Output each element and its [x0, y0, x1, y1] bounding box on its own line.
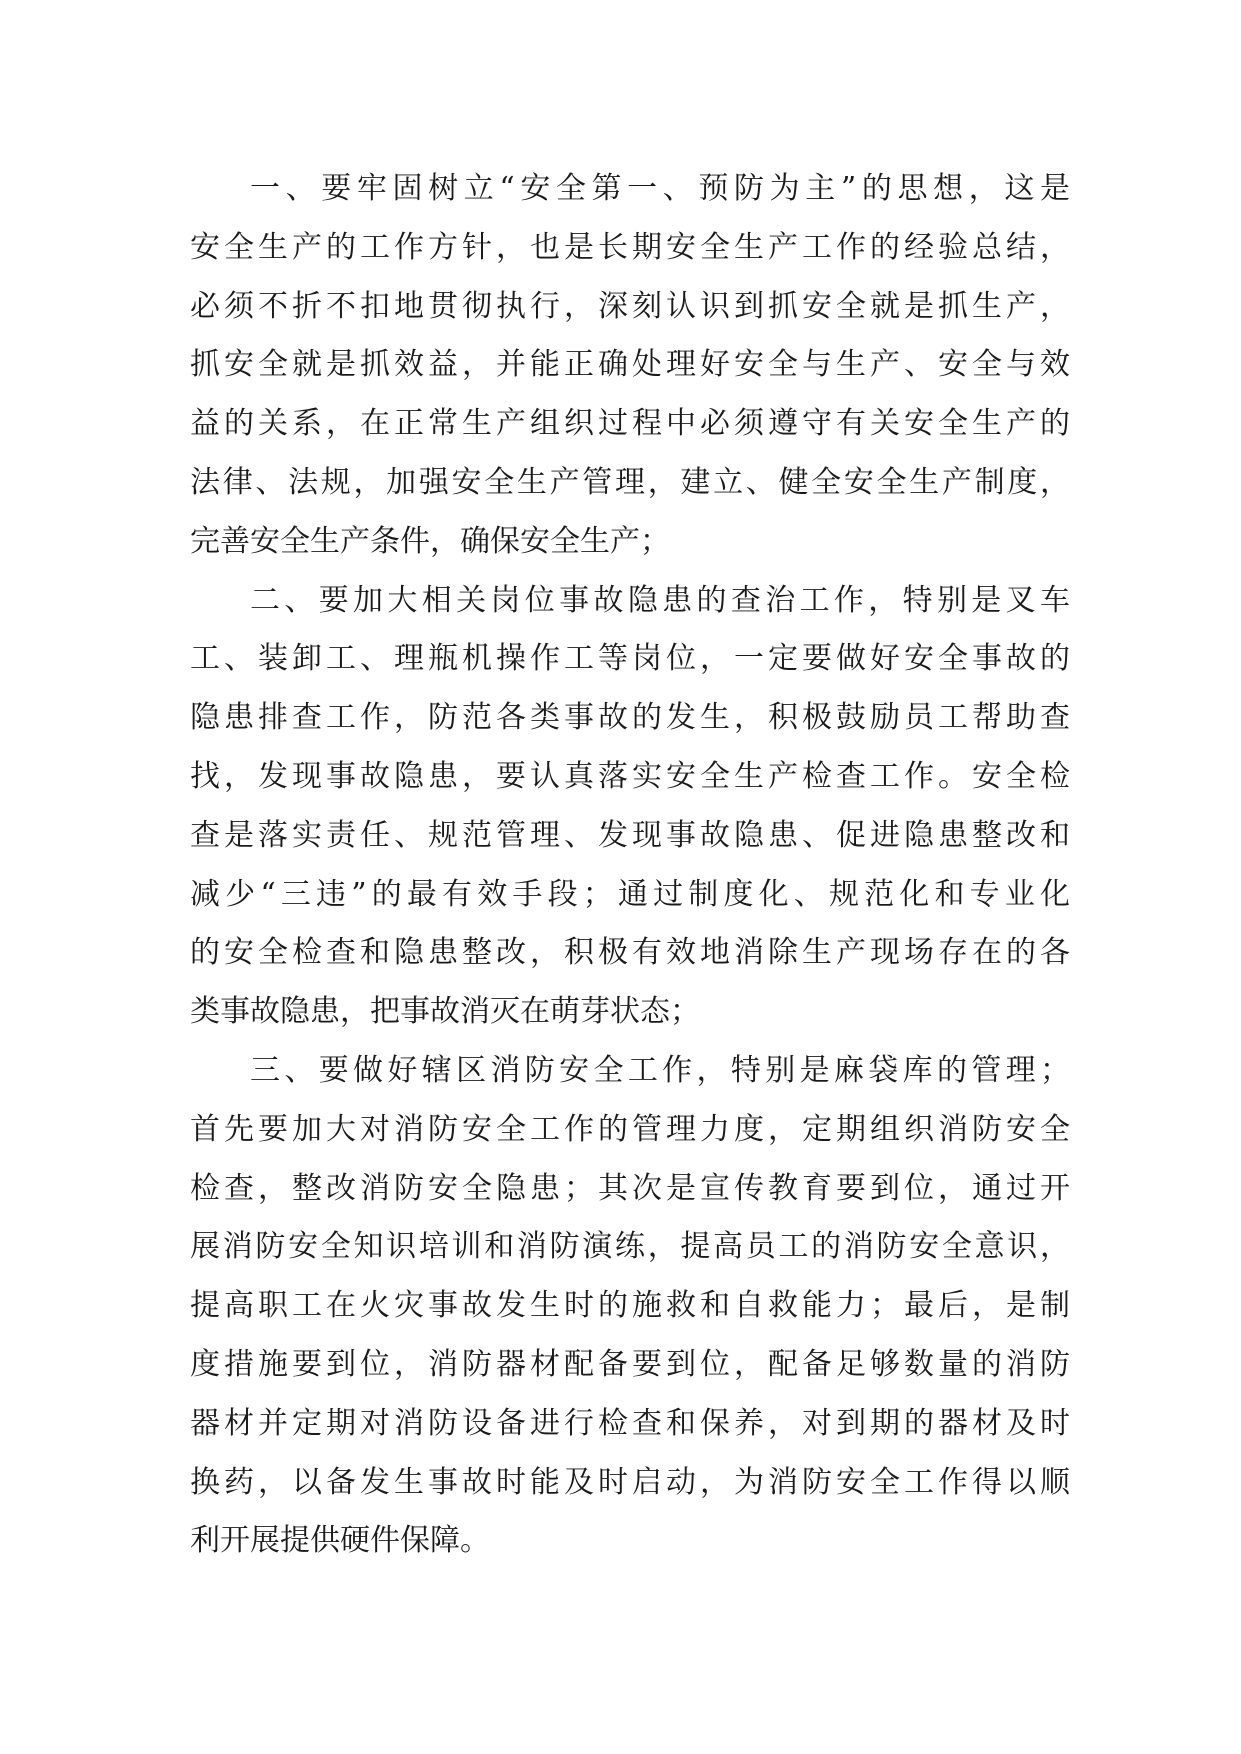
paragraph-1-line-1: 一、要牢固树立“安全第一、预防为主”的思想，这是: [250, 171, 1070, 206]
paragraph-3-line-6: 度措施要到位，消防器材配备要到位，配备足够数量的消防: [190, 1346, 1070, 1382]
paragraph-3-line-1: 三、要做好辖区消防安全工作，特别是麻袋库的管理；: [250, 1052, 1070, 1088]
paragraph-2-line-6: 减少“三违”的最有效手段；通过制度化、规范化和专业化: [190, 876, 1070, 912]
paragraph-1-line-6: 法律、法规，加强安全生产管理，建立、健全安全生产制度，: [190, 464, 1070, 500]
paragraph-2-line-2: 工、装卸工、理瓶机操作工等岗位，一定要做好安全事故的: [190, 641, 1070, 677]
paragraph-3-line-5: 提高职工在火灾事故发生时的施救和自救能力；最后，是制: [190, 1288, 1070, 1324]
paragraph-2-line-7: 的安全检查和隐患整改，积极有效地消除生产现场存在的各: [190, 935, 1070, 971]
paragraph-1-line-2: 安全生产的工作方针，也是长期安全生产工作的经验总结，: [190, 229, 1070, 265]
paragraph-1-line-3: 必须不折不扣地贯彻执行，深刻认识到抓安全就是抓生产，: [190, 288, 1070, 324]
paragraph-1-line-5: 益的关系，在正常生产组织过程中必须遵守有关安全生产的: [190, 406, 1070, 442]
paragraph-2-line-8: 类事故隐患，把事故消灭在萌芽状态；: [190, 994, 700, 1030]
paragraph-3-line-8: 换药，以备发生事故时能及时启动，为消防安全工作得以顺: [190, 1464, 1070, 1500]
paragraph-2-line-4: 找，发现事故隐患，要认真落实安全生产检查工作。安全检: [190, 758, 1070, 794]
paragraph-2-line-1: 二、要加大相关岗位事故隐患的查治工作，特别是叉车: [250, 582, 1070, 618]
paragraph-3-line-7: 器材并定期对消防设备进行检查和保养，对到期的器材及时: [190, 1405, 1070, 1441]
paragraph-1-line-7: 完善安全生产条件，确保安全生产；: [190, 523, 670, 559]
paragraph-3-line-4: 展消防安全知识培训和消防演练，提高员工的消防安全意识，: [190, 1229, 1070, 1265]
paragraph-3-line-2: 首先要加大对消防安全工作的管理力度，定期组织消防安全: [190, 1111, 1070, 1147]
paragraph-2-line-3: 隐患排查工作，防范各类事故的发生，积极鼓励员工帮助查: [190, 700, 1070, 736]
document-body: [190, 160, 1070, 1571]
paragraph-3-line-3: 检查，整改消防安全隐患；其次是宣传教育要到位，通过开: [190, 1170, 1070, 1206]
paragraph-3-line-9: 利开展提供硬件保障。: [190, 1523, 490, 1559]
paragraph-1-line-4: 抓安全就是抓效益，并能正确处理好安全与生产、安全与效: [190, 347, 1070, 383]
paragraph-2-line-5: 查是落实责任、规范管理、发现事故隐患、促进隐患整改和: [190, 817, 1070, 853]
